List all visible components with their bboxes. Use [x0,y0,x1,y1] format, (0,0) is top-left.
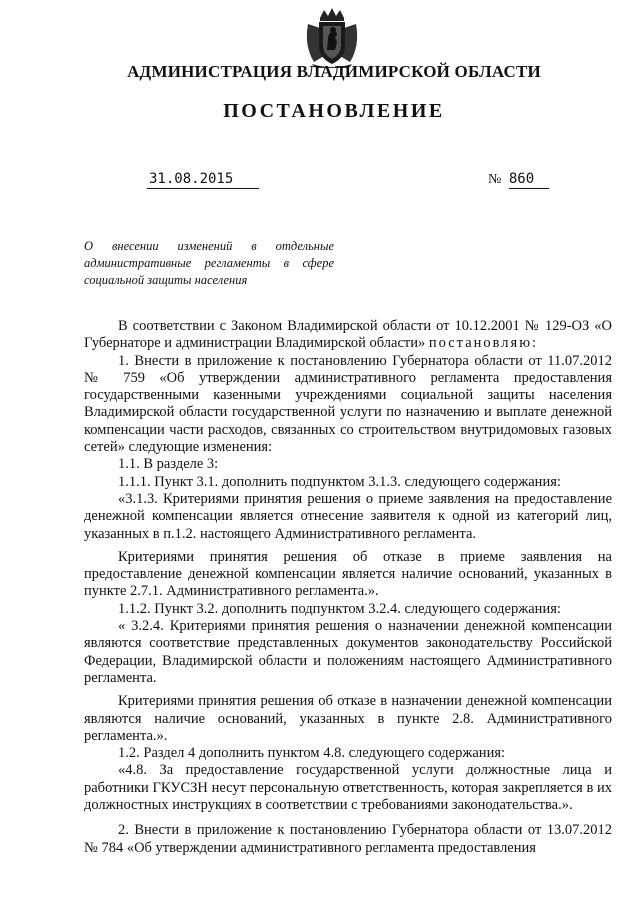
body-paragraph: Критериями принятия решения об отказе в назначении денежной компенсации являются наличие оснований, указанных в пункте 2.8. Административного регламента.». [84,693,612,744]
document-number-block [488,170,549,189]
body-paragraph: Критериями принятия решения об отказе в приеме заявления на предоставление денежной компенсации является наличие оснований, указанных в пункте 2.7.1. Административного регламента.». [84,548,612,600]
body-paragraph: 1.1. В разделе 3: [118,456,219,473]
organization-title: АДМИНИСТРАЦИЯ ВЛАДИМИРСКОЙ ОБЛАСТИ [127,62,541,81]
document-body [84,318,612,857]
document-number: 860 [509,170,549,189]
body-paragraph: 1. Внести в приложение к постановлению Губернатора области от 11.07.2012 № 759 «Об утверждении административного регламента предоставления государственными казенными учреждениями социальной защиты населения Владимирской области государственной услуги по назначению и выплате денежной компенсации части расходов, связанных со строительством внутридомовых газовых сетей» следующие изменения: [84,352,612,456]
preamble-text: В соответствии с Законом Владимирской области от 10.12.2001 № 129-ОЗ «О Губернаторе и администрации Владимирской области» [84,318,612,352]
document-subject: О внесении изменений в отдельные административные регламенты в сфере социальной защиты населения [84,239,334,287]
body-paragraph: « 3.2.4. Критериями принятия решения о назначении денежной компенсации являются соответствие представленных документов законодательству Российской Федерации, Владимирской области и положениям настоящего Административного регламента. [84,618,612,686]
document-date: 31.08.2015 [147,170,259,189]
body-paragraph: 1.2. Раздел 4 дополнить пунктом 4.8. следующего содержания: [118,745,506,762]
body-paragraph: «3.1.3. Критериями принятия решения о приеме заявления на предоставление денежной компенсации является отнесение заявителя к одной из категорий лиц, указанных в п.1.2. настоящего Административного регламента. [84,490,612,542]
resolution-verb: постановляю: [428,335,539,352]
coat-of-arms-icon [302,6,362,68]
body-paragraph: 1.1.1. Пункт 3.1. дополнить подпунктом 3.1.3. следующего содержания: [118,473,561,490]
body-paragraph: 1.1.2. Пункт 3.2. дополнить подпунктом 3.2.4. следующего содержания: [118,600,561,617]
preamble-paragraph [84,318,612,353]
number-sign: № [488,172,502,187]
body-paragraph: «4.8. За предоставление государственной услуги должностные лица и работники ГКУСЗН несут персональную ответственность, которая закрепляется в их должностных инструкциях в соответствии с требованиями законодательства.». [84,762,612,814]
document-type-title: ПОСТАНОВЛЕНИЕ [223,100,445,122]
body-paragraph: 2. Внести в приложение к постановлению Губернатора области от 13.07.2012 № 784 «Об утверждении административного регламента предоставления [84,822,612,856]
